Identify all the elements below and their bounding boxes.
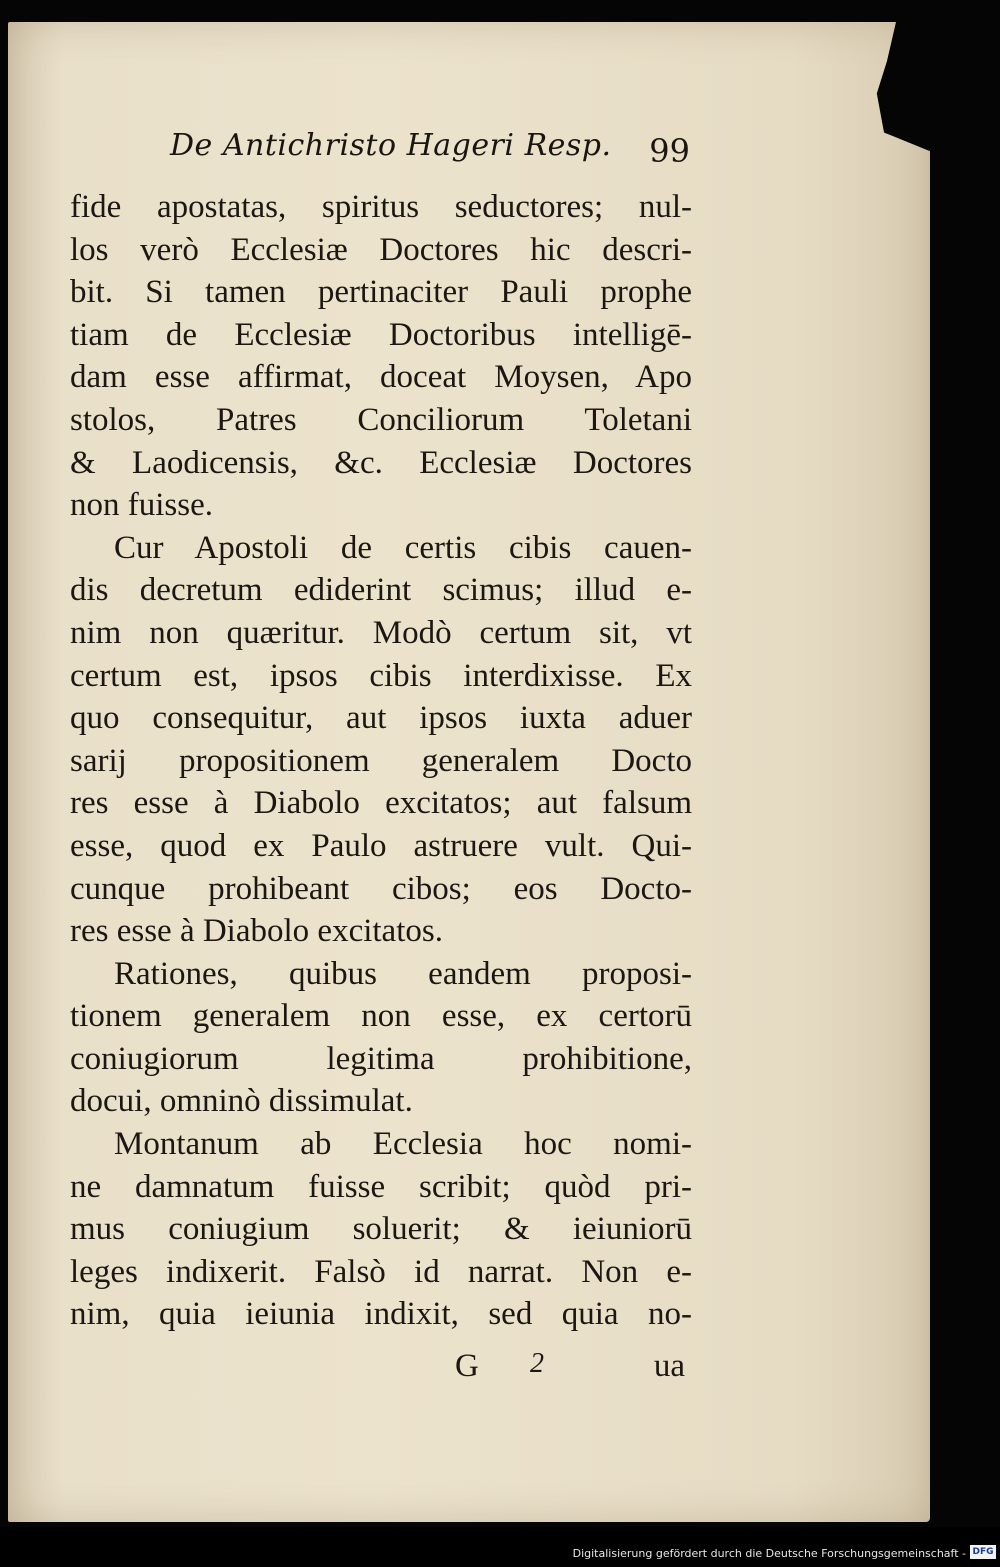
running-title: De Antichristo Hageri Resp. — [170, 128, 612, 163]
text-line: res esse à Diabolo excitatos. — [70, 913, 443, 950]
signature-line — [455, 1348, 685, 1392]
text-line: sarij propositionem generalem Docto — [70, 742, 692, 779]
text-line: Montanum ab Ecclesia hoc nomi- — [114, 1126, 692, 1163]
text-line: non fuisse. — [70, 487, 213, 524]
text-line: mus coniugium soluerit; & ieiuniorū — [70, 1211, 692, 1248]
text-line: dam esse affirmat, doceat Moysen, Apo — [70, 359, 692, 396]
text-line: Rationes, quibus eandem proposi- — [114, 955, 692, 992]
text-line: coniugiorum legitima prohibitione, — [70, 1040, 692, 1077]
text-line: los verò Ecclesiæ Doctores hic descri- — [70, 231, 692, 268]
text-line: Cur Apostoli de certis cibis cauen- — [114, 529, 692, 566]
signature-mark: G — [455, 1348, 479, 1384]
page-header — [170, 128, 690, 176]
text-line: leges indixerit. Falsò id narrat. Non e- — [70, 1253, 692, 1290]
text-line: dis decretum ediderint scimus; illud e- — [70, 572, 692, 609]
text-line: docui, omninò dissimulat. — [70, 1083, 413, 1120]
signature-number: 2 — [530, 1348, 544, 1379]
text-line: esse, quod ex Paulo astruere vult. Qui- — [70, 827, 692, 864]
text-line: quo consequitur, aut ipsos iuxta aduer — [70, 700, 692, 737]
dfg-logo-badge: DFG — [970, 1545, 996, 1559]
text-line: & Laodicensis, &c. Ecclesiæ Doctores — [70, 444, 692, 481]
text-line: ne damnatum fuisse scribit; quòd pri- — [70, 1168, 692, 1205]
text-line: nim, quia ieiunia indixit, sed quia no- — [70, 1296, 692, 1333]
text-line: cunque prohibeant cibos; eos Docto- — [70, 870, 692, 907]
text-line: res esse à Diabolo excitatos; aut falsum — [70, 785, 692, 822]
text-line: tiam de Ecclesiæ Doctoribus intelligē- — [70, 316, 692, 353]
text-line: stolos, Patres Conciliorum Toletani — [70, 401, 692, 438]
body-text — [70, 186, 692, 1336]
digitization-credit: Digitalisierung gefördert durch die Deutsche Forschungsgemeinschaft - — [572, 1547, 966, 1560]
text-line: fide apostatas, spiritus seductores; nul- — [70, 189, 692, 225]
text-line: certum est, ipsos cibis interdixisse. Ex — [70, 657, 692, 694]
text-line: nim non quæritur. Modò certum sit, vt — [70, 614, 692, 651]
text-line: tionem generalem non esse, ex certorū — [70, 998, 692, 1035]
catchword: ua — [653, 1348, 685, 1384]
text-line: bit. Si tamen pertinaciter Pauli prophe — [70, 274, 692, 311]
page-number: 99 — [649, 132, 690, 170]
